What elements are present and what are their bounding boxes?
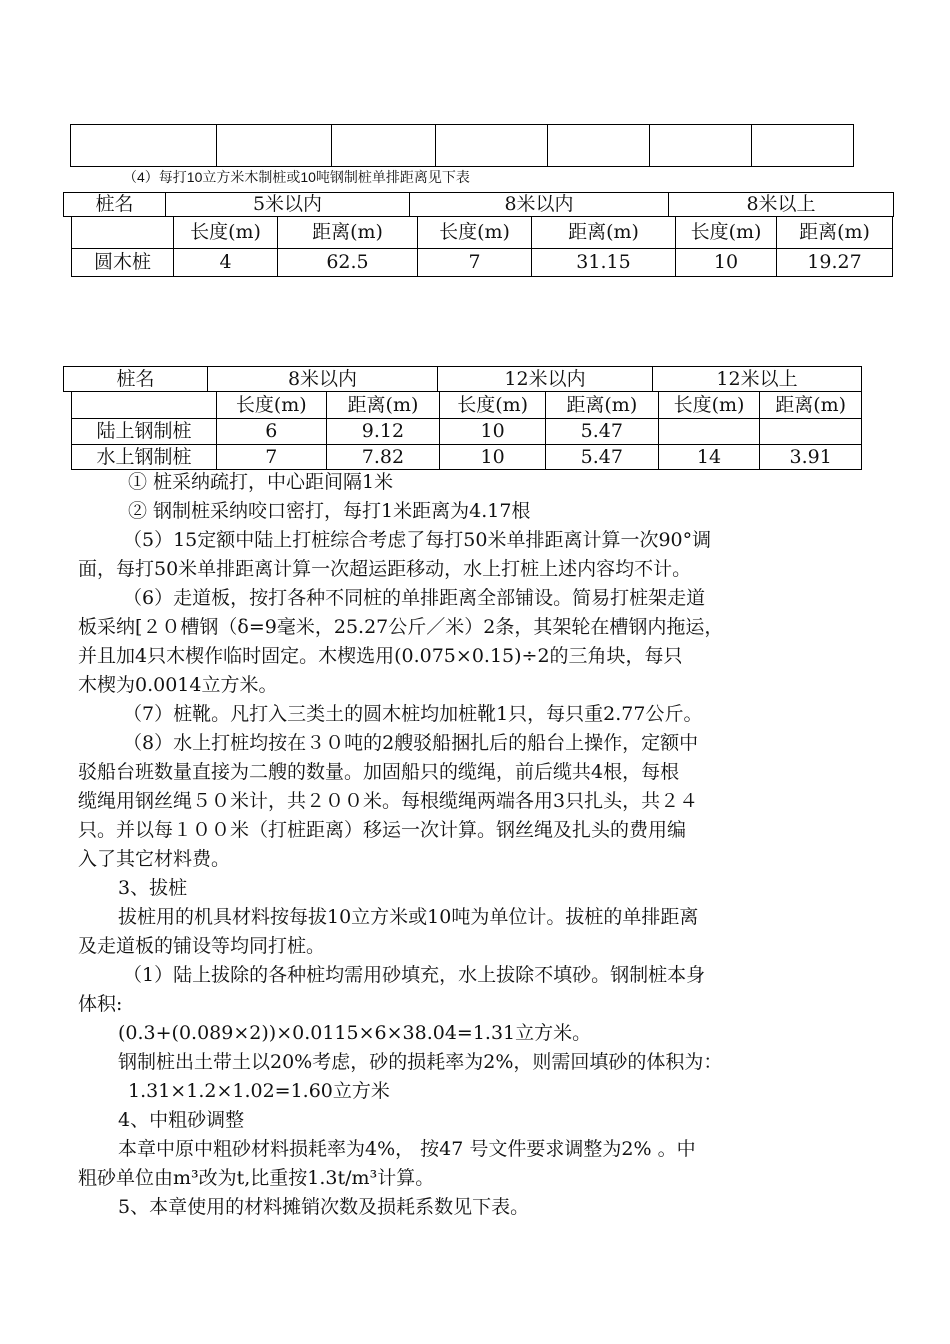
- table1-header: [63, 192, 894, 217]
- table-cell: 圆木桩: [72, 249, 174, 277]
- table2-header: [63, 366, 862, 392]
- section-heading: 4、中粗砂调整: [118, 1109, 245, 1131]
- table-cell: 10: [440, 445, 546, 470]
- paragraph-line: ② 钢制桩采纳咬口密打，每打1米距离为4.17根: [128, 500, 531, 522]
- table-cell: 19.27: [777, 249, 893, 277]
- table-cell: [436, 125, 548, 167]
- table-cell: 长度(m): [174, 217, 278, 249]
- table-row: [72, 249, 893, 277]
- paragraph-line: 板采纳[２０槽钢（δ=9毫米，25.27公斤／米）2条，其架轮在槽钢内拖运，: [78, 616, 724, 638]
- table-cell: 10: [676, 249, 777, 277]
- paragraph-line: 驳船台班数量直接为二艘的数量。加固船只的缆绳，前后缆共4根，每根: [78, 761, 680, 783]
- table-cell: 长度(m): [676, 217, 777, 249]
- paragraph-line: 缆绳用钢丝绳５０米计，共２００米。每根缆绳两端各用3只扎头，共２４: [78, 790, 699, 812]
- paragraph-line: 本章中原中粗砂材料损耗率为4%， 按47 号文件要求调整为2% 。中: [118, 1138, 696, 1160]
- paragraph-line: 入了其它材料费。: [78, 848, 231, 870]
- table1-header-name: 桩名: [64, 193, 166, 217]
- table-row: [72, 217, 893, 249]
- formula-line: 1.31×1.2×1.02=1.60立方米: [128, 1080, 390, 1102]
- paragraph-line: 木楔为0.0014立方米。: [78, 674, 278, 696]
- section-heading: 5、本章使用的材料摊销次数及损耗系数见下表。: [118, 1196, 530, 1218]
- table-cell: [217, 125, 332, 167]
- table1-body: [71, 216, 893, 277]
- table-cell: 62.5: [278, 249, 418, 277]
- paragraph-line: 并且加4只木楔作临时固定。木楔选用(0.075×0.15)÷2的三角块，每只: [78, 645, 683, 667]
- table-cell: [72, 217, 174, 249]
- table1-header-group-1: 5米以内: [166, 193, 410, 217]
- table-cell: [658, 419, 760, 445]
- table2-header-group-3: 12米以上: [653, 367, 862, 392]
- table2-header-group-2: 12米以内: [438, 367, 653, 392]
- table-cell: 距离(m): [326, 392, 440, 419]
- table-cell: 10: [440, 419, 546, 445]
- table-cell: [650, 125, 752, 167]
- table-cell: 5.47: [545, 419, 658, 445]
- paragraph-line: （5）15定额中陆上打桩综合考虑了每打50米单排距离计算一次90°调: [123, 529, 712, 551]
- table-cell: 31.15: [532, 249, 676, 277]
- table-cell: 长度(m): [216, 392, 326, 419]
- table-cell: 陆上钢制桩: [72, 419, 217, 445]
- table2-body: [71, 391, 862, 470]
- table1-header-group-2: 8米以内: [410, 193, 669, 217]
- paragraph-line: 体积:: [78, 993, 123, 1015]
- table-cell: 5.47: [545, 445, 658, 470]
- table-cell: 长度(m): [658, 392, 760, 419]
- table-cell: 距离(m): [760, 392, 862, 419]
- table-cell: 水上钢制桩: [72, 445, 217, 470]
- table-cell: 4: [174, 249, 278, 277]
- table-row: [72, 392, 862, 419]
- table-cell: 7.82: [326, 445, 440, 470]
- table-row: [72, 419, 862, 445]
- table-cell: 长度(m): [440, 392, 546, 419]
- table-cell: 距离(m): [278, 217, 418, 249]
- table2-header-group-1: 8米以内: [208, 367, 438, 392]
- paragraph-line: 拔桩用的机具材料按每拔10立方米或10吨为单位计。拔桩的单排距离: [118, 906, 699, 928]
- table-cell: [71, 125, 217, 167]
- paragraph-line: 只。并以每１００米（打桩距离）移运一次计算。钢丝绳及扎头的费用编: [78, 819, 687, 841]
- table-cell: 14: [658, 445, 760, 470]
- table-cell: 7: [418, 249, 532, 277]
- paragraph-line: 及走道板的铺设等均同打桩。: [78, 935, 326, 957]
- table-cell: 距离(m): [532, 217, 676, 249]
- paragraph-line: 面，每打50米单排距离计算一次超运距移动，水上打桩上述内容均不计。: [78, 558, 692, 580]
- table-cell: 3.91: [760, 445, 862, 470]
- section-heading: 3、拔桩: [118, 877, 188, 899]
- table2-header-name: 桩名: [64, 367, 208, 392]
- paragraph-line: ① 桩采纳疏打，中心距间隔1米: [128, 471, 394, 493]
- top-empty-table: [70, 124, 854, 167]
- table-cell: [752, 125, 854, 167]
- table-cell: 7: [216, 445, 326, 470]
- table-cell: [760, 419, 862, 445]
- paragraph-line: （6）走道板，按打各种不同桩的单排距离全部铺设。简易打桩架走道: [123, 587, 706, 609]
- paragraph-line: 粗砂单位由m³改为t,比重按1.3t/m³计算。: [78, 1167, 435, 1189]
- paragraph-line: （7）桩靴。凡打入三类土的圆木桩均加桩靴1只，每只重2.77公斤。: [123, 703, 703, 725]
- table-cell: 长度(m): [418, 217, 532, 249]
- paragraph-line: （8）水上打桩均按在３０吨的2艘驳船捆扎后的船台上操作，定额中: [123, 732, 699, 754]
- table-cell: 6: [216, 419, 326, 445]
- paragraph-line: 钢制桩出土带土以20%考虑，砂的损耗率为2%，则需回填砂的体积为：: [118, 1051, 723, 1073]
- table-cell: 距离(m): [777, 217, 893, 249]
- formula-line: (0.3+(0.089×2))×0.0115×6×38.04=1.31立方米。: [118, 1022, 592, 1044]
- table-row: [72, 445, 862, 470]
- table-cell: 距离(m): [545, 392, 658, 419]
- table-cell: [548, 125, 650, 167]
- paragraph-line: （1）陆上拔除的各种桩均需用砂填充，水上拔除不填砂。钢制桩本身: [123, 964, 706, 986]
- table-cell: 9.12: [326, 419, 440, 445]
- table-cell: [72, 392, 217, 419]
- table1-header-group-3: 8米以上: [669, 193, 894, 217]
- table-cell: [332, 125, 436, 167]
- table-caption: （4）每打10立方米木制桩或10吨钢制桩单排距离见下表: [123, 169, 470, 185]
